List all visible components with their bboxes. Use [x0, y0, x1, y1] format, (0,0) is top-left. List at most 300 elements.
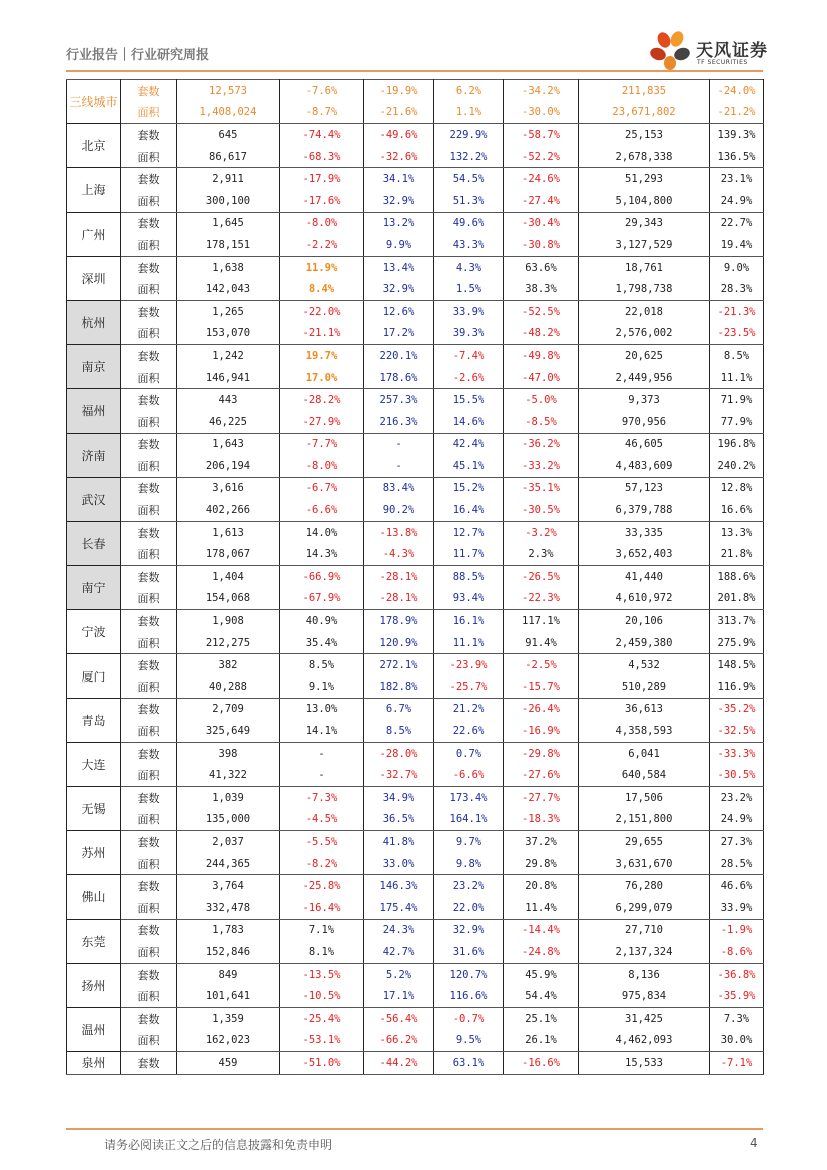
value-cell: 1,408,024	[177, 102, 280, 124]
metric-label-cell: 套数	[121, 875, 177, 897]
value-cell: 3,764	[177, 875, 280, 897]
value-cell: 23,671,802	[579, 102, 710, 124]
value-cell: 9.7%	[434, 831, 504, 853]
city-name-cell: 南宁	[67, 566, 121, 610]
value-cell: 120.7%	[434, 963, 504, 985]
value-cell: 398	[177, 742, 280, 764]
value-cell: 849	[177, 963, 280, 985]
value-cell: 1,908	[177, 610, 280, 632]
value-cell: -30.4%	[504, 212, 579, 234]
value-cell: -27.6%	[504, 764, 579, 786]
city-name-cell: 大连	[67, 742, 121, 786]
value-cell: 2,459,380	[579, 632, 710, 654]
value-cell: 4,462,093	[579, 1030, 710, 1052]
value-cell: 1,359	[177, 1007, 280, 1029]
value-cell: 11.4%	[504, 897, 579, 919]
value-cell: -51.0%	[280, 1052, 364, 1075]
value-cell: 23.2%	[710, 787, 764, 809]
value-cell: 3,127,529	[579, 234, 710, 256]
value-cell: 3,631,670	[579, 853, 710, 875]
value-cell: 31.6%	[434, 941, 504, 963]
city-name-cell: 温州	[67, 1007, 121, 1051]
value-cell: 117.1%	[504, 610, 579, 632]
table-row	[67, 610, 764, 632]
table-row	[67, 212, 764, 234]
city-name-cell: 东莞	[67, 919, 121, 963]
value-cell: 12.6%	[364, 300, 434, 322]
city-name-cell: 扬州	[67, 963, 121, 1007]
table-row	[67, 455, 764, 477]
value-cell: 33.9%	[434, 300, 504, 322]
value-cell: 382	[177, 654, 280, 676]
value-cell: 13.0%	[280, 698, 364, 720]
table-row	[67, 588, 764, 610]
metric-label-cell: 面积	[121, 234, 177, 256]
value-cell: -2.5%	[504, 654, 579, 676]
value-cell: 34.9%	[364, 787, 434, 809]
value-cell: 8.1%	[280, 941, 364, 963]
value-cell: 6,379,788	[579, 499, 710, 521]
table-row	[67, 676, 764, 698]
value-cell: 1,613	[177, 521, 280, 543]
value-cell: 30.0%	[710, 1030, 764, 1052]
value-cell: -24.8%	[504, 941, 579, 963]
value-cell: -26.5%	[504, 566, 579, 588]
value-cell: -26.4%	[504, 698, 579, 720]
value-cell: -66.2%	[364, 1030, 434, 1052]
value-cell: 17,506	[579, 787, 710, 809]
value-cell: 3,652,403	[579, 543, 710, 565]
metric-label-cell: 套数	[121, 212, 177, 234]
value-cell: 178.9%	[364, 610, 434, 632]
value-cell: -28.2%	[280, 389, 364, 411]
metric-label-cell: 套数	[121, 345, 177, 367]
value-cell: 300,100	[177, 190, 280, 212]
value-cell: 1.5%	[434, 278, 504, 300]
value-cell: 29,343	[579, 212, 710, 234]
city-name-cell: 福州	[67, 389, 121, 433]
value-cell: -7.6%	[280, 80, 364, 102]
value-cell: 2,576,002	[579, 323, 710, 345]
value-cell: -35.9%	[710, 985, 764, 1007]
value-cell: 90.2%	[364, 499, 434, 521]
value-cell: 14.1%	[280, 720, 364, 742]
value-cell: 402,266	[177, 499, 280, 521]
city-name-cell: 武汉	[67, 477, 121, 521]
value-cell: 54.4%	[504, 985, 579, 1007]
value-cell: -8.5%	[504, 411, 579, 433]
value-cell: 20.8%	[504, 875, 579, 897]
table-row	[67, 831, 764, 853]
table-row	[67, 720, 764, 742]
city-name-cell: 苏州	[67, 831, 121, 875]
value-cell: -7.4%	[434, 345, 504, 367]
value-cell: 33.0%	[364, 853, 434, 875]
table-row	[67, 897, 764, 919]
metric-label-cell: 套数	[121, 300, 177, 322]
value-cell: 4,532	[579, 654, 710, 676]
value-cell: 22.6%	[434, 720, 504, 742]
value-cell: -52.5%	[504, 300, 579, 322]
footer-divider	[66, 1128, 763, 1130]
value-cell: 34.1%	[364, 168, 434, 190]
value-cell: 182.8%	[364, 676, 434, 698]
table-row	[67, 323, 764, 345]
value-cell: 142,043	[177, 278, 280, 300]
value-cell: -21.2%	[710, 102, 764, 124]
metric-label-cell: 套数	[121, 610, 177, 632]
metric-label-cell: 面积	[121, 764, 177, 786]
metric-label-cell: 套数	[121, 566, 177, 588]
value-cell: 0.7%	[434, 742, 504, 764]
value-cell: 116.6%	[434, 985, 504, 1007]
value-cell: -32.5%	[710, 720, 764, 742]
table-row	[67, 787, 764, 809]
table-row	[67, 102, 764, 124]
metric-label-cell: 套数	[121, 1052, 177, 1075]
value-cell: -53.1%	[280, 1030, 364, 1052]
value-cell: 24.9%	[710, 809, 764, 831]
value-cell: 8.5%	[710, 345, 764, 367]
value-cell: 1,404	[177, 566, 280, 588]
value-cell: 28.3%	[710, 278, 764, 300]
value-cell: 76,280	[579, 875, 710, 897]
value-cell: -	[364, 433, 434, 455]
city-name-cell: 北京	[67, 124, 121, 168]
value-cell: 6.2%	[434, 80, 504, 102]
table-row	[67, 809, 764, 831]
value-cell: 3,616	[177, 477, 280, 499]
table-row	[67, 853, 764, 875]
table-row	[67, 1007, 764, 1029]
value-cell: 51,293	[579, 168, 710, 190]
value-cell: 22,018	[579, 300, 710, 322]
value-cell: 11.9%	[280, 256, 364, 278]
value-cell: 2,449,956	[579, 367, 710, 389]
metric-label-cell: 面积	[121, 102, 177, 124]
value-cell: -30.5%	[504, 499, 579, 521]
value-cell: -48.2%	[504, 323, 579, 345]
city-name-cell: 三线城市	[67, 80, 121, 124]
table-row	[67, 654, 764, 676]
value-cell: -18.3%	[504, 809, 579, 831]
table-row	[67, 389, 764, 411]
value-cell: -	[280, 742, 364, 764]
city-name-cell: 上海	[67, 168, 121, 212]
city-name-cell: 无锡	[67, 787, 121, 831]
value-cell: 13.3%	[710, 521, 764, 543]
value-cell: 4,358,593	[579, 720, 710, 742]
metric-label-cell: 面积	[121, 897, 177, 919]
value-cell: -8.0%	[280, 212, 364, 234]
value-cell: -56.4%	[364, 1007, 434, 1029]
value-cell: 63.6%	[504, 256, 579, 278]
value-cell: 146,941	[177, 367, 280, 389]
value-cell: 970,956	[579, 411, 710, 433]
value-cell: 139.3%	[710, 124, 764, 146]
value-cell: 12,573	[177, 80, 280, 102]
value-cell: 71.9%	[710, 389, 764, 411]
value-cell: 51.3%	[434, 190, 504, 212]
value-cell: 8.5%	[280, 654, 364, 676]
value-cell: -4.5%	[280, 809, 364, 831]
value-cell: 152,846	[177, 941, 280, 963]
value-cell: -30.0%	[504, 102, 579, 124]
value-cell: -13.5%	[280, 963, 364, 985]
value-cell: 24.3%	[364, 919, 434, 941]
value-cell: 178,067	[177, 543, 280, 565]
value-cell: 21.8%	[710, 543, 764, 565]
value-cell: 2,151,800	[579, 809, 710, 831]
value-cell: 154,068	[177, 588, 280, 610]
metric-label-cell: 套数	[121, 477, 177, 499]
value-cell: -52.2%	[504, 146, 579, 168]
value-cell: 16.6%	[710, 499, 764, 521]
value-cell: -15.7%	[504, 676, 579, 698]
value-cell: -7.3%	[280, 787, 364, 809]
header-divider	[66, 70, 763, 72]
metric-label-cell: 面积	[121, 499, 177, 521]
value-cell: -16.9%	[504, 720, 579, 742]
value-cell: -27.9%	[280, 411, 364, 433]
metric-label-cell: 套数	[121, 787, 177, 809]
value-cell: 162,023	[177, 1030, 280, 1052]
value-cell: 9.9%	[364, 234, 434, 256]
value-cell: 63.1%	[434, 1052, 504, 1075]
value-cell: 201.8%	[710, 588, 764, 610]
value-cell: 332,478	[177, 897, 280, 919]
value-cell: -6.6%	[280, 499, 364, 521]
value-cell: 32.9%	[364, 278, 434, 300]
value-cell: 31,425	[579, 1007, 710, 1029]
value-cell: 37.2%	[504, 831, 579, 853]
value-cell: 16.1%	[434, 610, 504, 632]
value-cell: 46,605	[579, 433, 710, 455]
value-cell: -22.3%	[504, 588, 579, 610]
value-cell: 1,638	[177, 256, 280, 278]
value-cell: -3.2%	[504, 521, 579, 543]
value-cell: 178,151	[177, 234, 280, 256]
value-cell: -30.5%	[710, 764, 764, 786]
value-cell: 22.7%	[710, 212, 764, 234]
value-cell: 41,440	[579, 566, 710, 588]
value-cell: -23.9%	[434, 654, 504, 676]
value-cell: 7.3%	[710, 1007, 764, 1029]
value-cell: 1,783	[177, 919, 280, 941]
value-cell: 6,041	[579, 742, 710, 764]
table-row	[67, 168, 764, 190]
value-cell: 39.3%	[434, 323, 504, 345]
value-cell: 188.6%	[710, 566, 764, 588]
value-cell: -49.6%	[364, 124, 434, 146]
value-cell: 21.2%	[434, 698, 504, 720]
value-cell: 14.6%	[434, 411, 504, 433]
value-cell: 13.2%	[364, 212, 434, 234]
value-cell: 2.3%	[504, 543, 579, 565]
value-cell: 9.5%	[434, 1030, 504, 1052]
table-row	[67, 521, 764, 543]
value-cell: -4.3%	[364, 543, 434, 565]
table-row	[67, 256, 764, 278]
metric-label-cell: 套数	[121, 256, 177, 278]
value-cell: 5.2%	[364, 963, 434, 985]
value-cell: 45.1%	[434, 455, 504, 477]
value-cell: -24.0%	[710, 80, 764, 102]
value-cell: 41.8%	[364, 831, 434, 853]
value-cell: -33.3%	[710, 742, 764, 764]
value-cell: 12.8%	[710, 477, 764, 499]
metric-label-cell: 面积	[121, 588, 177, 610]
value-cell: -10.5%	[280, 985, 364, 1007]
value-cell: 91.4%	[504, 632, 579, 654]
metric-label-cell: 面积	[121, 720, 177, 742]
table-row	[67, 1052, 764, 1075]
value-cell: 93.4%	[434, 588, 504, 610]
metric-label-cell: 面积	[121, 941, 177, 963]
metric-label-cell: 套数	[121, 919, 177, 941]
metric-label-cell: 套数	[121, 168, 177, 190]
metric-label-cell: 套数	[121, 963, 177, 985]
metric-label-cell: 面积	[121, 411, 177, 433]
value-cell: 459	[177, 1052, 280, 1075]
value-cell: 33,335	[579, 521, 710, 543]
city-name-cell: 济南	[67, 433, 121, 477]
value-cell: 88.5%	[434, 566, 504, 588]
value-cell: -28.1%	[364, 588, 434, 610]
table-row	[67, 1030, 764, 1052]
value-cell: 148.5%	[710, 654, 764, 676]
city-name-cell: 广州	[67, 212, 121, 256]
value-cell: 54.5%	[434, 168, 504, 190]
value-cell: 116.9%	[710, 676, 764, 698]
value-cell: -34.2%	[504, 80, 579, 102]
value-cell: -	[280, 764, 364, 786]
value-cell: -67.9%	[280, 588, 364, 610]
value-cell: 25.1%	[504, 1007, 579, 1029]
value-cell: -29.8%	[504, 742, 579, 764]
value-cell: 9,373	[579, 389, 710, 411]
value-cell: 77.9%	[710, 411, 764, 433]
value-cell: 40.9%	[280, 610, 364, 632]
value-cell: 120.9%	[364, 632, 434, 654]
value-cell: 510,289	[579, 676, 710, 698]
value-cell: -33.2%	[504, 455, 579, 477]
value-cell: 15.5%	[434, 389, 504, 411]
value-cell: -2.2%	[280, 234, 364, 256]
value-cell: 22.0%	[434, 897, 504, 919]
value-cell: 15,533	[579, 1052, 710, 1075]
value-cell: 257.3%	[364, 389, 434, 411]
footer-disclaimer: 请务必阅读正文之后的信息披露和免责申明	[104, 1138, 333, 1152]
metric-label-cell: 套数	[121, 433, 177, 455]
value-cell: 49.6%	[434, 212, 504, 234]
value-cell: 24.9%	[710, 190, 764, 212]
value-cell: 28.5%	[710, 853, 764, 875]
value-cell: -14.4%	[504, 919, 579, 941]
value-cell: -19.9%	[364, 80, 434, 102]
value-cell: -17.9%	[280, 168, 364, 190]
value-cell: -8.7%	[280, 102, 364, 124]
value-cell: 272.1%	[364, 654, 434, 676]
value-cell: -36.8%	[710, 963, 764, 985]
value-cell: 35.4%	[280, 632, 364, 654]
value-cell: -36.2%	[504, 433, 579, 455]
value-cell: 41,322	[177, 764, 280, 786]
value-cell: 8,136	[579, 963, 710, 985]
value-cell: 16.4%	[434, 499, 504, 521]
metric-label-cell: 面积	[121, 323, 177, 345]
value-cell: 19.4%	[710, 234, 764, 256]
value-cell: 20,106	[579, 610, 710, 632]
value-cell: 2,678,338	[579, 146, 710, 168]
value-cell: 36,613	[579, 698, 710, 720]
value-cell: -	[364, 455, 434, 477]
value-cell: 26.1%	[504, 1030, 579, 1052]
value-cell: 23.2%	[434, 875, 504, 897]
value-cell: 42.4%	[434, 433, 504, 455]
table-row	[67, 919, 764, 941]
value-cell: 2,911	[177, 168, 280, 190]
value-cell: 325,649	[177, 720, 280, 742]
table-row	[67, 499, 764, 521]
value-cell: 220.1%	[364, 345, 434, 367]
value-cell: 14.0%	[280, 521, 364, 543]
table-row	[67, 698, 764, 720]
value-cell: 38.3%	[504, 278, 579, 300]
value-cell: 6.7%	[364, 698, 434, 720]
report-header-title: 行业报告｜行业研究周报	[66, 48, 210, 63]
value-cell: 27,710	[579, 919, 710, 941]
metric-label-cell: 面积	[121, 632, 177, 654]
value-cell: -68.3%	[280, 146, 364, 168]
value-cell: 25,153	[579, 124, 710, 146]
value-cell: 42.7%	[364, 941, 434, 963]
value-cell: 46.6%	[710, 875, 764, 897]
value-cell: -28.0%	[364, 742, 434, 764]
value-cell: 4.3%	[434, 256, 504, 278]
value-cell: 23.1%	[710, 168, 764, 190]
value-cell: 11.1%	[710, 367, 764, 389]
metric-label-cell: 套数	[121, 742, 177, 764]
value-cell: 83.4%	[364, 477, 434, 499]
value-cell: 1.1%	[434, 102, 504, 124]
value-cell: -44.2%	[364, 1052, 434, 1075]
metric-label-cell: 套数	[121, 521, 177, 543]
value-cell: 9.0%	[710, 256, 764, 278]
metric-label-cell: 面积	[121, 809, 177, 831]
value-cell: 4,483,609	[579, 455, 710, 477]
value-cell: 640,584	[579, 764, 710, 786]
value-cell: 5,104,800	[579, 190, 710, 212]
value-cell: 211,835	[579, 80, 710, 102]
value-cell: 27.3%	[710, 831, 764, 853]
value-cell: 13.4%	[364, 256, 434, 278]
value-cell: 20,625	[579, 345, 710, 367]
logo-subtitle: TF SECURITIES	[697, 59, 748, 66]
value-cell: 178.6%	[364, 367, 434, 389]
value-cell: 153,070	[177, 323, 280, 345]
metric-label-cell: 套数	[121, 389, 177, 411]
table-row	[67, 411, 764, 433]
table-row	[67, 566, 764, 588]
value-cell: -58.7%	[504, 124, 579, 146]
city-name-cell: 厦门	[67, 654, 121, 698]
value-cell: 2,037	[177, 831, 280, 853]
table-row	[67, 124, 764, 146]
value-cell: 8.5%	[364, 720, 434, 742]
table-body	[67, 80, 764, 1075]
logo-name: 天风证券	[696, 41, 768, 61]
